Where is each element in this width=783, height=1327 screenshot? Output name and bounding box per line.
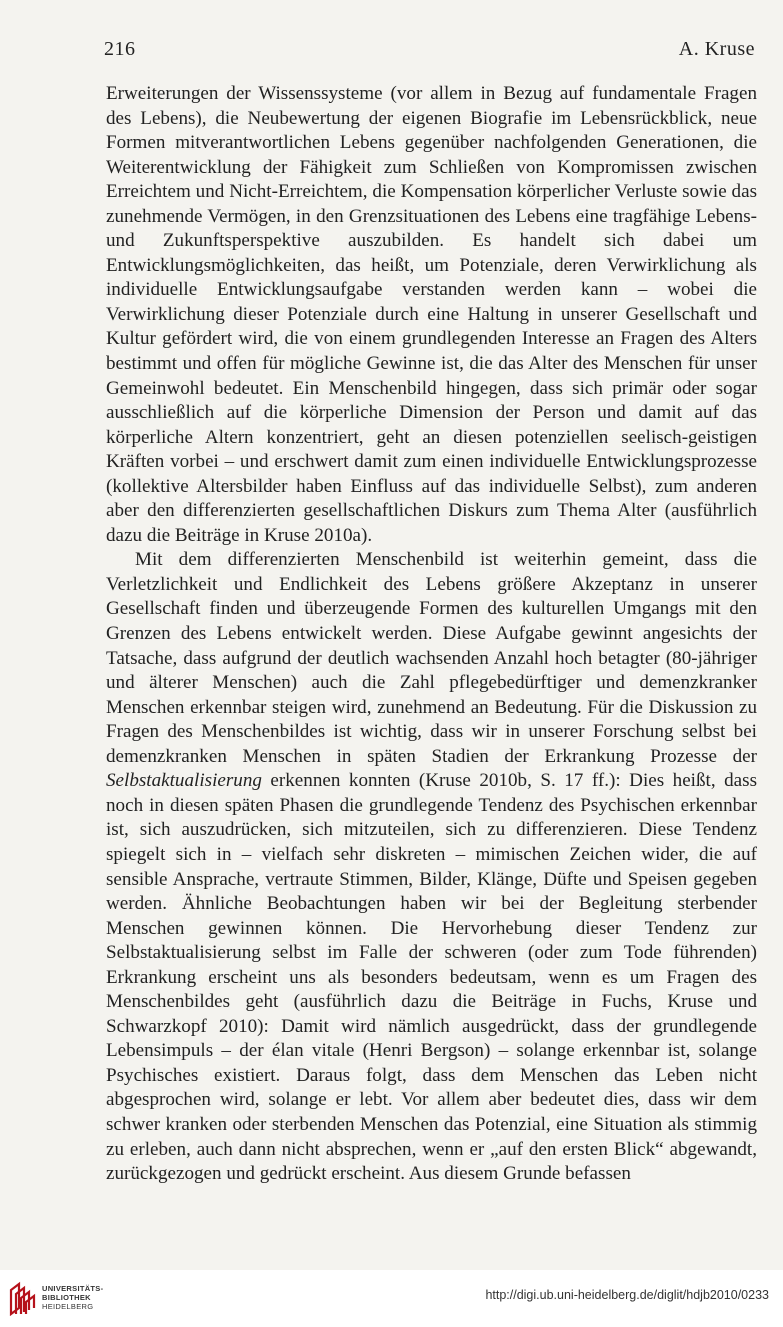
logo-line-3: HEIDELBERG — [42, 1302, 94, 1311]
paragraph-2-part-2: erkennen konnten (Kruse 2010b, S. 17 ff.): Dies heißt, dass noch in diesen späten Phasen die grundlegende Tendenz des Psychischen erkennbar ist, sich auszudrücken, sich mitzuteilen, sich zu differenzieren. Diese Tendenz spiegelt sich in – vielfach sehr diskreten – mimischen Zeichen wider, die auf sensible Ansprache, vertraute Stimmen, Bilder, Klänge, Düfte und Speisen gegeben werden. Ähnliche Beobachtungen haben wir bei der Begleitung sterbender Menschen gewinnen können. Die Hervorhebung dieser Tendenz zur Selbstaktualisierung selbst im Falle der schweren (oder zum Tode führenden) Erkrankung erscheint uns als besonders bedeutsam, wenn es um Fragen des Menschenbildes geht (ausführlich dazu die Beiträge in Fuchs, Kruse und Schwarzkopf 2010): Damit wird nämlich ausgedrückt, dass der grundlegende Lebensimpuls – der élan vitale (Henri Bergson) – solange erkennbar ist, solange Psychisches existiert. Daraus folgt, dass dem Menschen das Leben nicht abgesprochen wird, solange er lebt. Vor allem aber bedeutet dies, dass wir dem schwer kranken oder sterbenden Menschen das Potenzial, eine Situation als stimmig zu erleben, auch dann nicht absprechen, wenn er „auf den ersten Blick“ abgewandt, zurückgezogen und gedrückt erscheint. Aus diesem Grunde befassen — [106, 770, 757, 1185]
page-number: 216 — [104, 38, 136, 60]
logo-line-2: BIBLIOTHEK — [42, 1293, 91, 1302]
logo-line-1: UNIVERSITÄTS- — [42, 1284, 104, 1293]
library-logo[interactable] — [8, 1280, 133, 1316]
paragraph-2-part-1: Mit dem differenzierten Menschenbild ist weiterhin gemeint, dass die Verletzlichkeit und Endlichkeit des Lebens größere Akzeptanz in unserer Gesellschaft finden und überzeugende Formen des kulturellen Umgangs mit den Grenzen des Lebens entwickelt werden. Diese Aufgabe gewinnt angesichts der Tatsache, dass aufgrund der deutlich wachsenden Anzahl hoch betagter (80-jähriger und älterer Menschen) auch die Zahl pflegebedürftiger und demenzkranker Menschen erkennbar steigen wird, zunehmend an Bedeutung. Für die Diskussion zu Fragen des Menschenbildes ist wichtig, dass wir in unserer Forschung selbst bei demenzkranken Menschen in späten Stadien der Erkrankung Prozesse der — [106, 549, 757, 767]
body-text — [106, 82, 757, 1187]
paragraph-1: Erweiterungen der Wissenssysteme (vor allem in Bezug auf fundamentale Fragen des Lebens), die Neubewertung der eigenen Biografie im Lebensrückblick, neue Formen mitverantwortlichen Lebens gegenüber nachfolgenden Generationen, die Weiterentwicklung der Fähigkeit zum Schließen von Kompromissen zwischen Erreichtem und Nicht-Erreichtem, die Kompensation körperlicher Verluste sowie das zunehmende Vermögen, in den Grenzsituationen des Lebens eine tragfähige Lebens- und Zukunftsperspektive auszubilden. Es handelt sich dabei um Entwicklungsmöglichkeiten, das heißt, um Potenziale, deren Verwirklichung als individuelle Entwicklungsaufgabe verstanden werden kann – wobei die Verwirklichung dieser Potenziale durch eine Haltung in unserer Gesellschaft und Kultur gefördert wird, die von einem grundlegenden Interesse an Fragen des Alters bestimmt und offen für mögliche Gewinne ist, die das Alter des Menschen für unser Gemeinwohl bedeutet. Ein Menschenbild hingegen, dass sich primär oder sogar ausschließlich auf die körperliche Dimension der Person und damit auf das körperliche Altern konzentriert, geht an diesen potenziellen seelisch-geistigen Kräften vorbei – und erschwert damit zum einen individuelle Entwicklungsprozesse (kollektive Altersbilder haben Einfluss auf das individuelle Selbst), zum anderen aber den differenzierten gesellschaftlichen Diskurs zum Thema Alter (ausführlich dazu die Beiträge in Kruse 2010a). — [106, 83, 757, 546]
permalink-url[interactable]: http://digi.ub.uni-heidelberg.de/diglit/hdjb2010/0233 — [485, 1288, 769, 1302]
emphasis-term: Selbstaktualisierung — [106, 770, 262, 792]
running-head: A. Kruse — [678, 38, 755, 60]
paragraph-2 — [106, 548, 757, 1186]
library-logo-icon — [8, 1280, 38, 1316]
library-logo-text — [42, 1284, 103, 1311]
viewer-footer — [0, 1270, 783, 1327]
